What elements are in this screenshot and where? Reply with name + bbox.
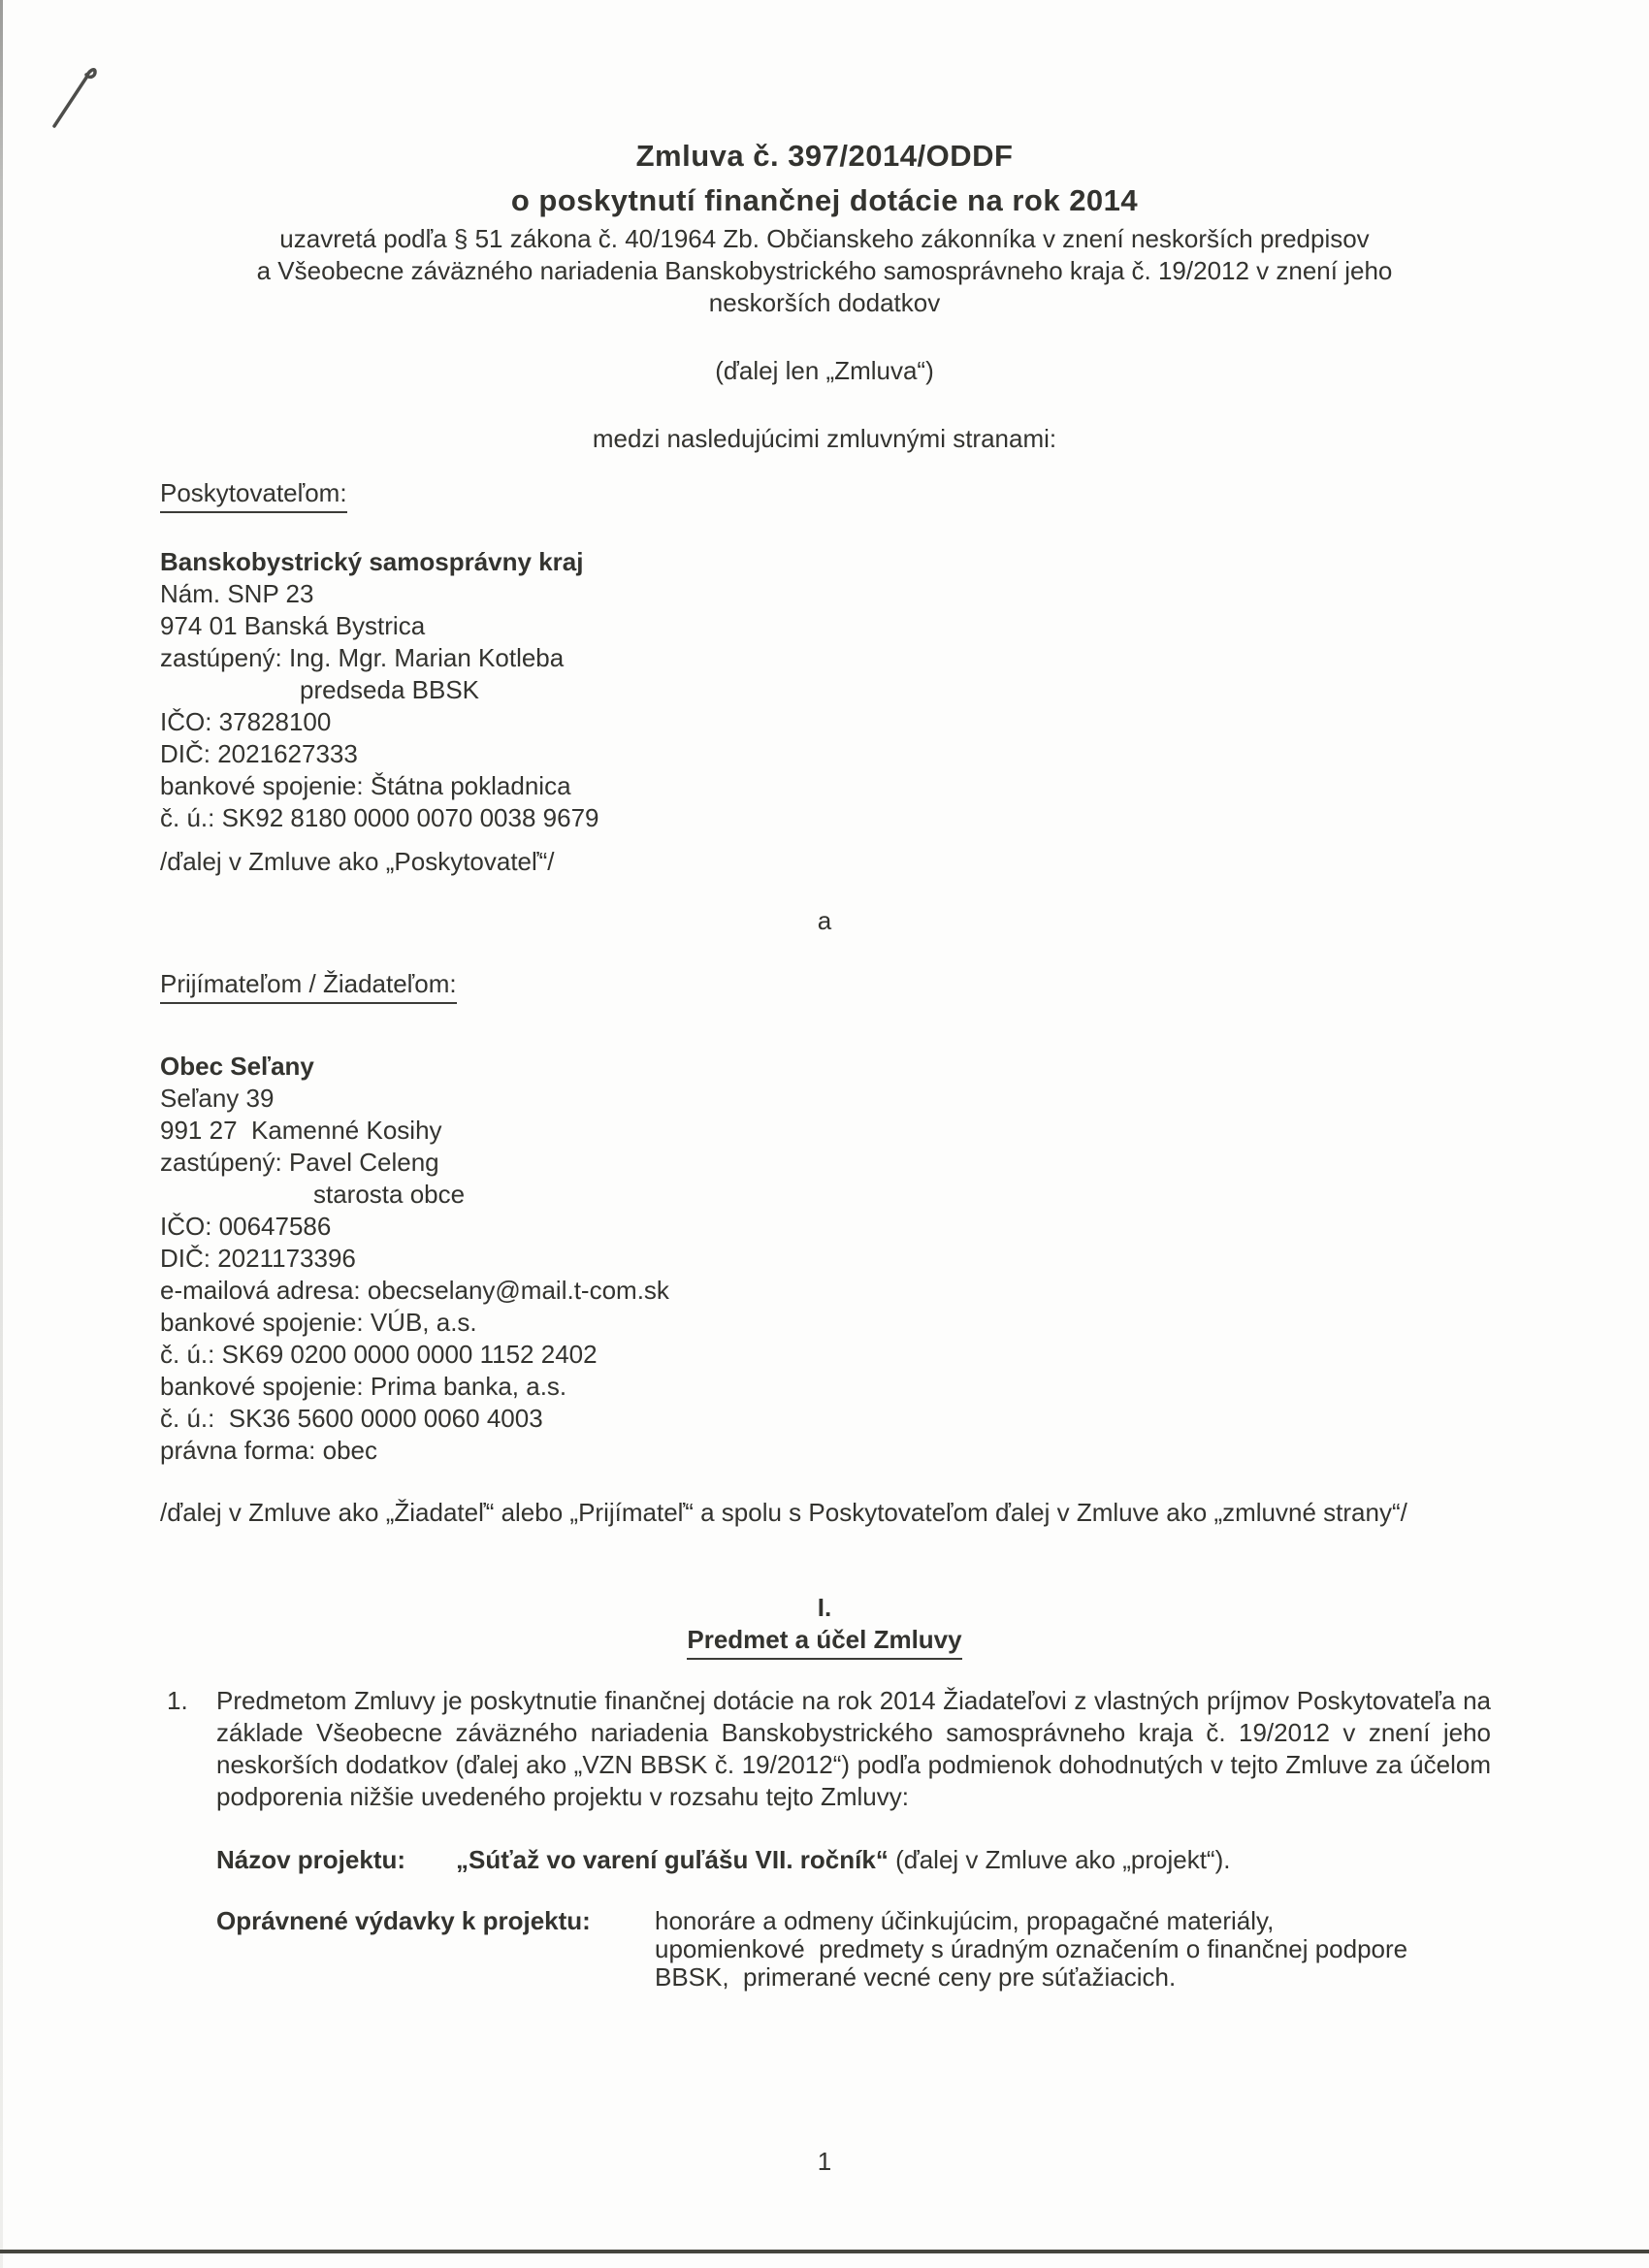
contract-subtitle-line-2: a Všeobecne záväzného nariadenia Banskobystrického samosprávneho kraja č. 19/2012 v znení jeho [256,256,1393,285]
contract-subtitle-line-3: neskorších dodatkov [708,288,941,317]
contract-subtitle-line-1: uzavretá podľa § 51 zákona č. 40/1964 Zb. Občianskeho zákonníka v znení neskorších predpisov [279,224,1370,253]
recipient-alias-note: /ďalej v Zmluve ako „Žiadateľ“ alebo „Prijímateľ“ a spolu s Poskytovateľom ďalej v Zmluve ako „zmluvné strany“/ [160,1498,1407,1527]
provider-representative-title: predseda BBSK [300,675,480,704]
page-number: 1 [817,2147,832,2176]
provider-section-label: Poskytovateľom: [160,477,347,513]
provider-address-line-1: Nám. SNP 23 [160,579,314,608]
recipient-name: Obec Seľany [160,1052,314,1081]
recipient-bank-1: bankové spojenie: VÚB, a.s. [160,1308,477,1337]
recipient-representative-title: starosta obce [313,1180,466,1209]
contract-title-line-1: Zmluva č. 397/2014/ODDF [635,139,1014,173]
scan-edge-artifact-left [0,0,3,2268]
article-1-number: I. [817,1593,832,1622]
project-name-label: Názov projektu: [216,1845,406,1874]
provider-account: č. ú.: SK92 8180 0000 0070 0038 9679 [160,803,599,832]
document-header [0,134,1649,319]
parties-conjunction: a [817,906,832,935]
recipient-section [160,968,457,1004]
article-1-heading [0,1592,1649,1660]
provider-name: Banskobystrický samosprávny kraj [160,547,584,576]
provider-address-line-2: 974 01 Banská Bystrica [160,611,426,640]
recipient-dic: DIČ: 2021173396 [160,1244,356,1273]
contract-alias-note: (ďalej len „Zmluva“) [715,356,934,385]
eligible-expenses-label: Oprávnené výdavky k projektu: [216,1906,591,1935]
provider-details [160,546,599,834]
recipient-bank-2: bankové spojenie: Prima banka, a.s. [160,1372,567,1401]
recipient-account-2: č. ú.: SK36 5600 0000 0060 4003 [160,1404,543,1433]
recipient-address-line-1: Seľany 39 [160,1084,275,1113]
recipient-section-label: Prijímateľom / Žiadateľom: [160,968,457,1004]
provider-ico: IČO: 37828100 [160,707,332,736]
recipient-account-1: č. ú.: SK69 0200 0000 0000 1152 2402 [160,1340,598,1369]
contract-title-line-2: o poskytnutí finančnej dotácie na rok 2014 [510,183,1139,217]
pen-scribble-mark [44,54,112,134]
project-name-suffix: (ďalej v Zmluve ako „projekt“). [895,1845,1231,1874]
recipient-address-line-2: 991 27 Kamenné Kosihy [160,1116,442,1145]
recipient-ico: IČO: 00647586 [160,1212,332,1241]
recipient-details [160,1051,669,1467]
eligible-expenses-text [655,1907,1528,1992]
eligible-expenses-line-3: BBSK, primerané vecné ceny pre súťažiacich. [655,1962,1177,1992]
recipient-legal-form: právna forma: obec [160,1436,378,1465]
recipient-represented-by: zastúpený: Pavel Celeng [160,1148,439,1177]
article-1-title: Predmet a účel Zmluvy [687,1624,961,1660]
scan-bottom-line-artifact [0,2250,1649,2253]
provider-represented-by: zastúpený: Ing. Mgr. Marian Kotleba [160,643,565,672]
eligible-expenses-line-1: honoráre a odmeny účinkujúcim, propagačné materiály, [655,1906,1275,1935]
clause-1-number: 1. [167,1686,188,1715]
provider-dic: DIČ: 2021627333 [160,739,358,768]
eligible-expenses-line-2: upomienkové predmety s úradným označením o finančnej podpore [655,1934,1408,1963]
clause-1-text: Predmetom Zmluvy je poskytnutie finančnej dotácie na rok 2014 Žiadateľovi z vlastných príjmov Poskytovateľa na základe Všeobecne záväzného nariadenia Banskobystrického samosprávneho kraja č. 19/2012 v znení jeho neskorších dodatkov (ďalej ako „VZN BBSK č. 19/2012“) podľa podmienok dohodnutých v tejto Zmluve za účelom podporenia nižšie uvedeného projektu v rozsahu tejto Zmluvy: [216,1686,1499,1811]
project-name-row [216,1844,1497,1876]
provider-bank: bankové spojenie: Štátna pokladnica [160,771,571,800]
provider-section [160,477,347,513]
recipient-email: e-mailová adresa: obecselany@mail.t-com.sk [160,1276,669,1305]
parties-intro: medzi nasledujúcimi zmluvnými stranami: [592,424,1057,453]
provider-alias-note: /ďalej v Zmluve ako „Poskytovateľ“/ [160,847,555,876]
project-name-value: „Súťaž vo varení guľášu VII. ročník“ [456,1845,889,1874]
